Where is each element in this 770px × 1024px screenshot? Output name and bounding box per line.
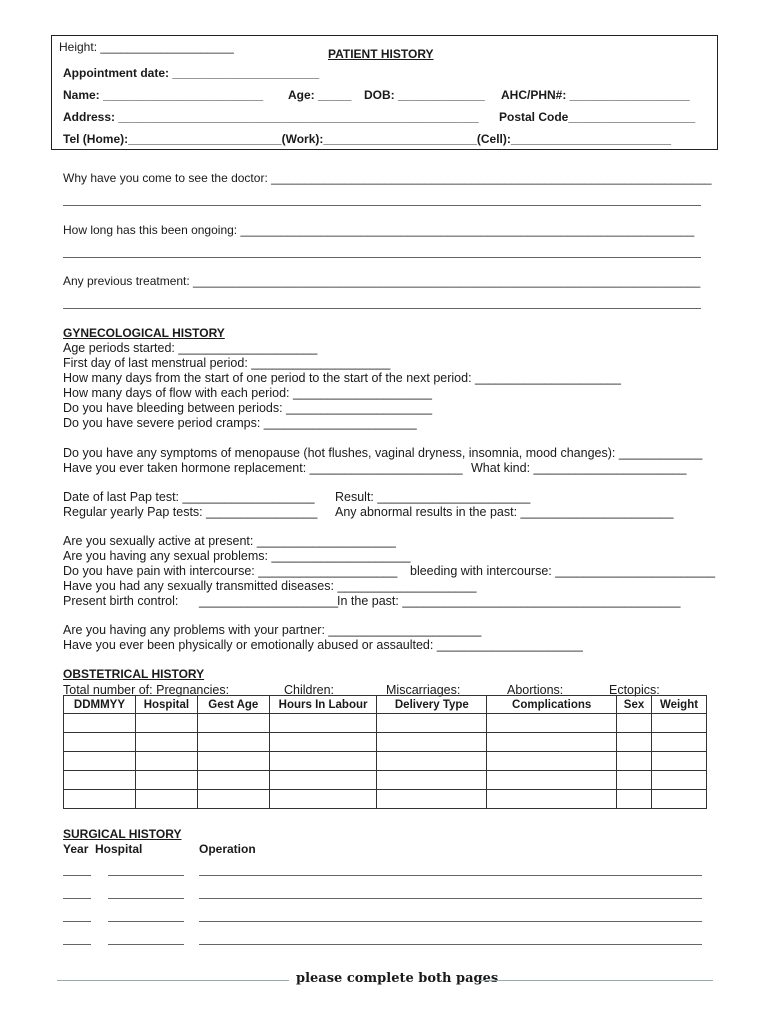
- dob-field[interactable]: DOB: _____________: [364, 88, 485, 102]
- bleeding-between-periods-field[interactable]: Do you have bleeding between periods: _____________________: [63, 401, 433, 415]
- table-cell[interactable]: [617, 752, 652, 771]
- surgical-entry-line[interactable]: [108, 921, 184, 922]
- table-cell[interactable]: [197, 733, 269, 752]
- table-cell[interactable]: [487, 771, 617, 790]
- table-cell[interactable]: [269, 790, 377, 809]
- table-cell[interactable]: [377, 771, 487, 790]
- answer-line[interactable]: [63, 257, 701, 258]
- birth-control-field[interactable]: ____________________: [199, 594, 339, 608]
- table-cell[interactable]: [377, 790, 487, 809]
- surgical-entry-line[interactable]: [108, 898, 184, 899]
- page-title: PATIENT HISTORY: [328, 47, 434, 61]
- sexually-active-field[interactable]: Are you sexually active at present: ____________________: [63, 534, 396, 548]
- table-cell[interactable]: [377, 733, 487, 752]
- flow-days-field[interactable]: How many days of flow with each period: ____________________: [63, 386, 433, 400]
- surgical-entry-line[interactable]: [199, 921, 702, 922]
- column-header: Gest Age: [197, 696, 269, 714]
- table-row[interactable]: [64, 790, 707, 809]
- table-cell[interactable]: [269, 771, 377, 790]
- footer-rule: [480, 980, 713, 981]
- obstetrical-heading: OBSTETRICAL HISTORY: [63, 667, 205, 681]
- last-menstrual-period-field[interactable]: First day of last menstrual period: ____________________: [63, 356, 391, 370]
- table-cell[interactable]: [652, 714, 707, 733]
- pain-intercourse-field[interactable]: Do you have pain with intercourse: ____________________: [63, 564, 398, 578]
- footer-note: please complete both pages: [296, 971, 499, 986]
- table-cell[interactable]: [377, 714, 487, 733]
- surgical-entry-line[interactable]: [63, 921, 91, 922]
- hormone-replacement-field[interactable]: Have you ever taken hormone replacement: ______________________: [63, 461, 463, 475]
- std-field[interactable]: Have you had any sexually transmitted diseases: ____________________: [63, 579, 477, 593]
- table-cell[interactable]: [135, 752, 197, 771]
- answer-line[interactable]: [63, 308, 701, 309]
- table-cell[interactable]: [197, 771, 269, 790]
- table-cell[interactable]: [269, 752, 377, 771]
- table-cell[interactable]: [135, 771, 197, 790]
- appointment-date-field[interactable]: Appointment date: ______________________: [63, 66, 320, 80]
- table-cell[interactable]: [652, 752, 707, 771]
- column-header: Delivery Type: [377, 696, 487, 714]
- surgical-entry-line[interactable]: [63, 898, 91, 899]
- column-header: Weight: [652, 696, 707, 714]
- hospital-column-label: Hospital: [95, 842, 143, 856]
- total-pregnancies-label: Total number of: Pregnancies:: [63, 683, 230, 697]
- table-cell[interactable]: [487, 714, 617, 733]
- surgical-heading: SURGICAL HISTORY: [63, 827, 182, 841]
- previous-treatment-field[interactable]: Any previous treatment: ____________________________________________________________________________: [63, 274, 701, 288]
- table-cell[interactable]: [64, 714, 136, 733]
- partner-problems-field[interactable]: Are you having any problems with your partner: ______________________: [63, 623, 482, 637]
- table-cell[interactable]: [617, 790, 652, 809]
- surgical-entry-line[interactable]: [199, 898, 702, 899]
- surgical-entry-line[interactable]: [199, 875, 702, 876]
- table-row[interactable]: [64, 714, 707, 733]
- column-header: DDMMYY: [64, 696, 136, 714]
- column-header: Sex: [617, 696, 652, 714]
- abuse-field[interactable]: Have you ever been physically or emotionally abused or assaulted: _____________________: [63, 638, 583, 652]
- gynecological-heading: GYNECOLOGICAL HISTORY: [63, 326, 225, 340]
- obstetrical-table: [63, 695, 707, 809]
- children-label: Children:: [284, 683, 335, 697]
- table-cell[interactable]: [135, 733, 197, 752]
- table-cell[interactable]: [487, 733, 617, 752]
- table-cell[interactable]: [197, 790, 269, 809]
- age-periods-started-field[interactable]: Age periods started: ____________________: [63, 341, 318, 355]
- table-cell[interactable]: [197, 752, 269, 771]
- column-header: Complications: [487, 696, 617, 714]
- operation-column-label: Operation: [199, 842, 256, 856]
- table-cell[interactable]: [269, 714, 377, 733]
- table-cell[interactable]: [135, 790, 197, 809]
- postal-code-field[interactable]: Postal Code___________________: [499, 110, 696, 124]
- duration-field[interactable]: How long has this been ongoing: ____________________________________________________________________: [63, 223, 695, 237]
- menopause-symptoms-field[interactable]: Do you have any symptoms of menopause (hot flushes, vaginal dryness, insomnia, mood changes): ____________: [63, 446, 703, 460]
- table-cell[interactable]: [617, 733, 652, 752]
- telephone-fields[interactable]: Tel (Home):_______________________(Work):_______________________(Cell):________________________: [63, 132, 672, 146]
- table-cell[interactable]: [64, 790, 136, 809]
- table-cell[interactable]: [64, 752, 136, 771]
- miscarriages-label: Miscarriages:: [386, 683, 461, 697]
- period-cramps-field[interactable]: Do you have severe period cramps: ______________________: [63, 416, 417, 430]
- table-cell[interactable]: [64, 733, 136, 752]
- table-cell[interactable]: [652, 790, 707, 809]
- past-birth-control-field[interactable]: In the past: ________________________________________: [337, 594, 681, 608]
- table-row[interactable]: [64, 733, 707, 752]
- reason-for-visit-field[interactable]: Why have you come to see the doctor: __________________________________________________________________: [63, 171, 712, 185]
- table-cell[interactable]: [487, 752, 617, 771]
- table-cell[interactable]: [377, 752, 487, 771]
- address-field[interactable]: Address: ______________________________________________________: [63, 110, 479, 124]
- sexual-problems-field[interactable]: Are you having any sexual problems: ____________________: [63, 549, 411, 563]
- table-cell[interactable]: [617, 714, 652, 733]
- table-row[interactable]: [64, 771, 707, 790]
- surgical-entry-line[interactable]: [108, 875, 184, 876]
- surgical-entry-line[interactable]: [108, 944, 184, 945]
- column-header: Hospital: [135, 696, 197, 714]
- table-cell[interactable]: [617, 771, 652, 790]
- hormone-kind-field[interactable]: What kind: ______________________: [471, 461, 687, 475]
- height-field[interactable]: Height: ____________________: [59, 40, 234, 54]
- footer-rule: [57, 980, 289, 981]
- table-cell[interactable]: [652, 733, 707, 752]
- table-cell[interactable]: [652, 771, 707, 790]
- year-column-label: Year: [63, 842, 89, 856]
- column-header: Hours In Labour: [269, 696, 377, 714]
- table-cell[interactable]: [135, 714, 197, 733]
- cycle-length-field[interactable]: How many days from the start of one period to the start of the next period: _____________________: [63, 371, 622, 385]
- table-row[interactable]: [64, 752, 707, 771]
- surgical-entry-line[interactable]: [63, 944, 91, 945]
- age-field[interactable]: Age: _____: [288, 88, 352, 102]
- table-cell[interactable]: [197, 714, 269, 733]
- birth-control-label: Present birth control:: [63, 594, 179, 608]
- table-header-row: [64, 696, 707, 714]
- table-cell[interactable]: [487, 790, 617, 809]
- last-pap-test-field[interactable]: Date of last Pap test: ___________________: [63, 490, 315, 504]
- surgical-entry-line[interactable]: [199, 944, 702, 945]
- abortions-label: Abortions:: [507, 683, 564, 697]
- pap-result-field[interactable]: Result: ______________________: [335, 490, 531, 504]
- yearly-pap-field[interactable]: Regular yearly Pap tests: ________________: [63, 505, 318, 519]
- ectopics-label: Ectopics:: [609, 683, 660, 697]
- name-field[interactable]: Name: ________________________: [63, 88, 264, 102]
- abnormal-results-field[interactable]: Any abnormal results in the past: ______________________: [335, 505, 674, 519]
- answer-line[interactable]: [63, 205, 701, 206]
- surgical-entry-line[interactable]: [63, 875, 91, 876]
- bleeding-intercourse-field[interactable]: bleeding with intercourse: _______________________: [410, 564, 716, 578]
- ahc-phn-field[interactable]: AHC/PHN#: __________________: [501, 88, 690, 102]
- table-cell[interactable]: [64, 771, 136, 790]
- table-cell[interactable]: [269, 733, 377, 752]
